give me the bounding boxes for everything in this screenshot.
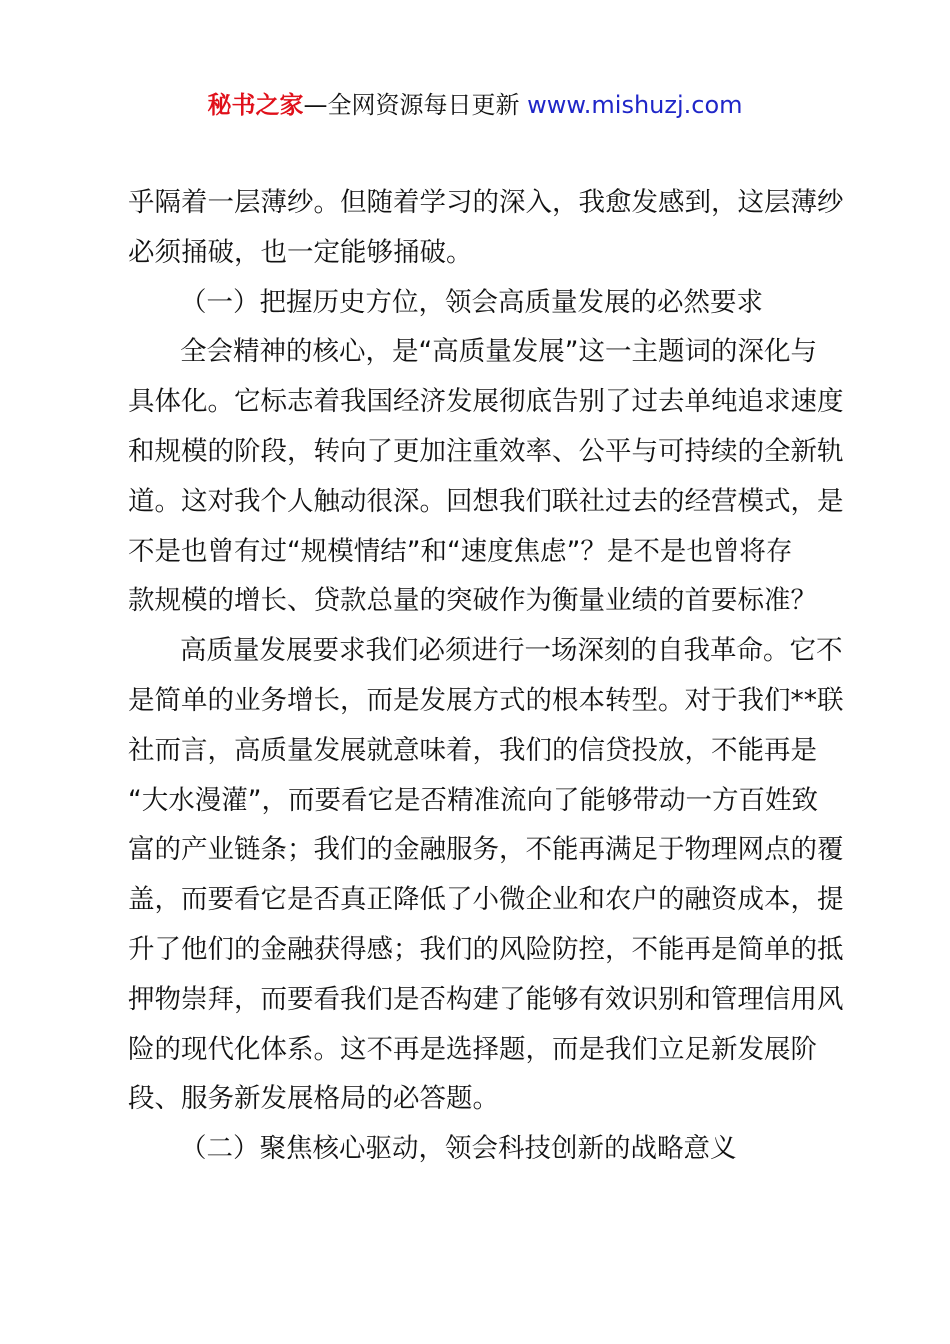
text-line: 具体化。它标志着我国经济发展彻底告别了过去单纯追求速度 [128, 386, 844, 418]
text-line: 和规模的阶段，转向了更加注重效率、公平与可持续的全新轨 [128, 435, 844, 467]
document-body [128, 178, 844, 1174]
paragraph-first-line: 全会精神的核心，是“高质量发展”这一主题词的深化与 [180, 336, 817, 368]
text-line: 社而言，高质量发展就意味着，我们的信贷投放，不能再是 [128, 734, 817, 766]
paragraph-first-line: （二）聚焦核心驱动，领会科技创新的战略意义 [180, 1133, 737, 1165]
text-line: “大水漫灌”，而要看它是否精准流向了能够带动一方百姓致 [128, 784, 818, 816]
text-line: 盖，而要看它是否真正降低了小微企业和农户的融资成本，提 [128, 884, 844, 916]
header-tagline: —全网资源每日更新 [303, 91, 520, 119]
brand-name: 秘书之家 [207, 91, 304, 119]
text-line: 升了他们的金融获得感；我们的风险防控，不能再是简单的抵 [128, 933, 844, 965]
paragraph-first-line: 高质量发展要求我们必须进行一场深刻的自我革命。它不 [180, 635, 843, 667]
paragraph-first-line: （一）把握历史方位，领会高质量发展的必然要求 [180, 286, 763, 318]
page-header [0, 88, 950, 122]
text-line: 段、服务新发展格局的必答题。 [128, 1083, 499, 1115]
text-line: 险的现代化体系。这不再是选择题，而是我们立足新发展阶 [128, 1033, 817, 1065]
site-url-link[interactable]: www.mishuzj.com [527, 91, 743, 119]
text-line: 道。这对我个人触动很深。回想我们联社过去的经营模式，是 [128, 485, 844, 517]
text-line: 押物崇拜，而要看我们是否构建了能够有效识别和管理信用风 [128, 983, 844, 1015]
text-line: 是简单的业务增长，而是发展方式的根本转型。对于我们**联 [128, 684, 844, 716]
text-line: 乎隔着一层薄纱。但随着学习的深入，我愈发感到，这层薄纱 [128, 187, 844, 218]
text-line: 必须捅破，也一定能够捅破。 [128, 236, 473, 268]
text-line: 款规模的增长、贷款总量的突破作为衡量业绩的首要标准？ [128, 585, 817, 617]
text-line: 富的产业链条；我们的金融服务，不能再满足于物理网点的覆 [128, 834, 844, 866]
text-line: 不是也曾有过“规模情结”和“速度焦虑”？是不是也曾将存 [128, 535, 793, 567]
